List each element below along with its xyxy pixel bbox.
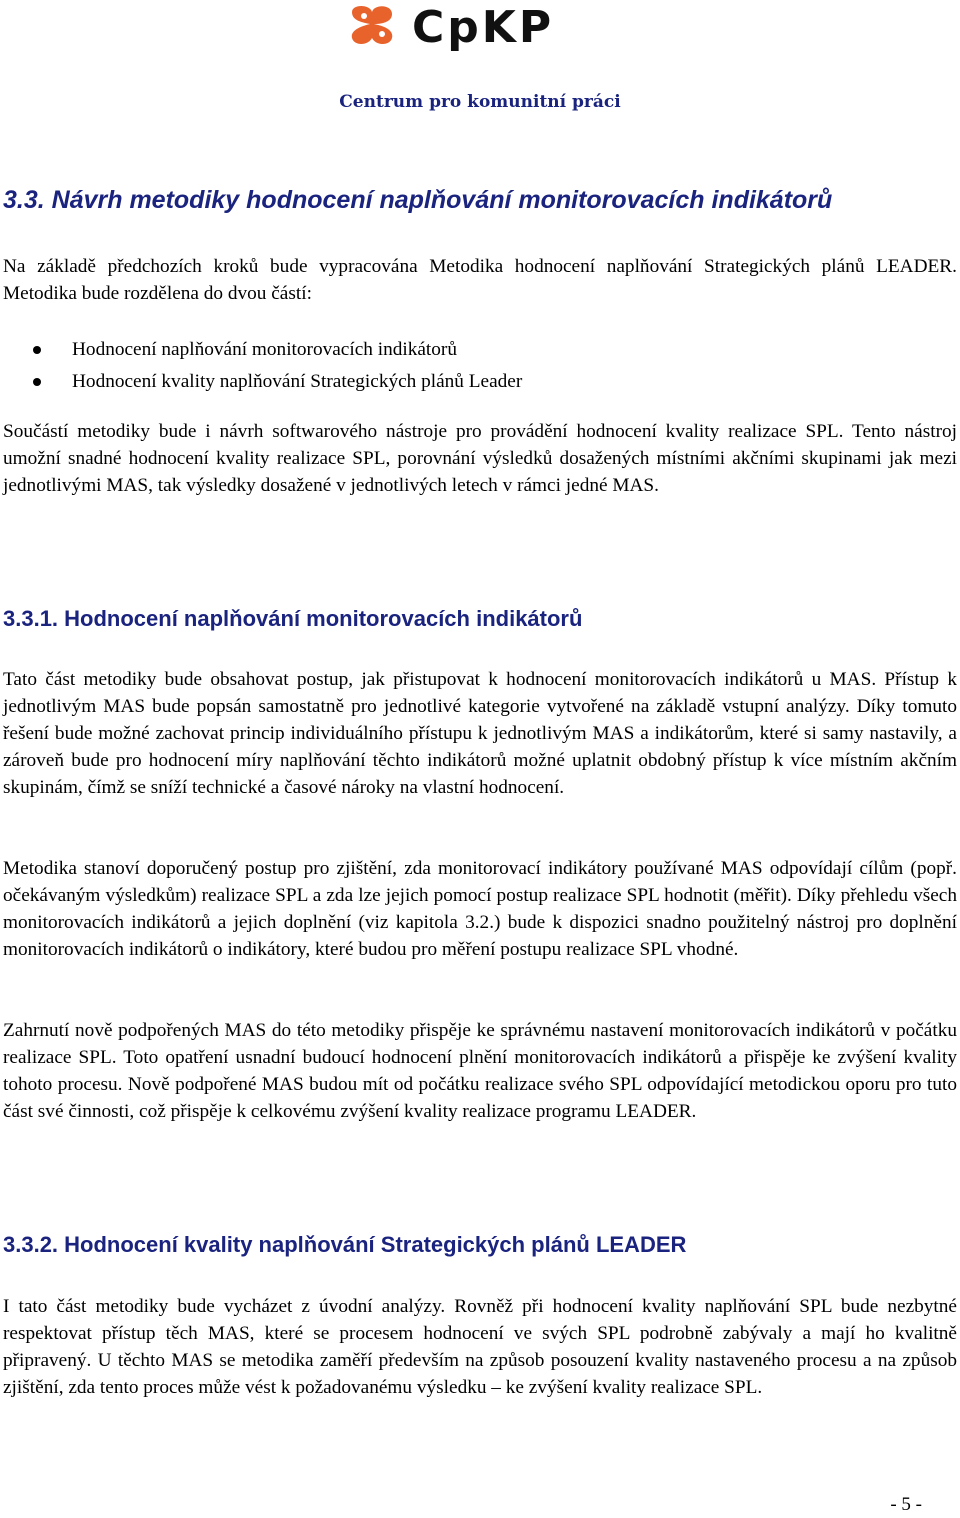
subsection-1-paragraph-3: Zahrnutí nově podpořených MAS do této metodiky přispěje ke správnému nastavení monitorovacích indikátorů v počátku realizace SPL. Toto opatření usnadní budoucí hodnocení plnění monitorovacích indikátorů a přispěje ke zvýšení kvality tohoto procesu. Nově podpořené MAS budou mít od počátku realizace svého SPL odpovídající metodickou oporu pro tuto část své činnosti, což přispěje k celkovému zvýšení kvality realizace programu LEADER. <box>3 1020 957 1122</box>
logo-wordmark: CpKP <box>412 2 555 53</box>
section-title: 3.3. Návrh metodiky hodnocení naplňování monitorovacích indikátorů <box>3 186 833 214</box>
list-item: Hodnocení kvality naplňování Strategických plánů Leader <box>0 366 522 398</box>
subsection-1-paragraph-2: Metodika stanoví doporučený postup pro zjištění, zda monitorovací indikátory používané MAS odpovídají cílům (popř. očekávaným výsledkům) realizace SPL a zda lze jejich pomocí postup realizace SPL hodnotit (měřit). Díky přehledu všech monitorovacích indikátorů a jejich doplnění (viz kapitola 3.2.) bude k dispozici snadno použitelný nástroj pro doplnění monitorovacích indikátorů o indikátory, které budou pro měření postupu realizace SPL vhodné. <box>3 858 957 960</box>
subsection-2-title: 3.3.2. Hodnocení kvality naplňování Strategických plánů LEADER <box>3 1232 687 1257</box>
bullet-icon <box>33 378 41 386</box>
section-intro: Na základě předchozích kroků bude vypracována Metodika hodnocení naplňování Strategických plánů LEADER. Metodika bude rozdělena do dvou částí: <box>3 256 957 304</box>
bullet-icon <box>33 346 41 354</box>
subsection-2-paragraph-1: I tato část metodiky bude vycházet z úvodní analýzy. Rovněž při hodnocení kvality naplňování SPL bude nezbytné respektovat přístup těch MAS, které se procesem hodnocení ve svých SPL podrobně zabývaly a mají ho kvalitně připravený. U těchto MAS se metodika zaměří především na způsob posouzení kvality nastaveného procesu a na způsob zjištění, zda tento proces může vést k požadovanému výsledku – ke zvýšení kvality realizace SPL. <box>3 1296 957 1398</box>
list-item: Hodnocení naplňování monitorovacích indikátorů <box>0 334 522 366</box>
cpkp-logo-mark-icon <box>348 2 398 48</box>
cpkp-logo <box>348 0 618 56</box>
section-bullet-list <box>0 334 522 398</box>
section-paragraph: Součástí metodiky bude i návrh softwarového nástroje pro provádění hodnocení kvality realizace SPL. Tento nástroj umožní snadné hodnocení kvality realizace SPL, porovnání výsledků dosažených místními akčními skupinami jak mezi jednotlivými MAS, tak výsledky dosažené v jednotlivých letech v rámci jedné MAS. <box>3 421 957 496</box>
subsection-1-title: 3.3.1. Hodnocení naplňování monitorovacích indikátorů <box>3 606 583 631</box>
subsection-1-paragraph-1: Tato část metodiky bude obsahovat postup, jak přistupovat k hodnocení monitorovacích indikátorů u MAS. Přístup k jednotlivým MAS bude popsán samostatně pro jednotlivé kategorie vytvořené na základě vstupní analýzy. Díky tomuto řešení bude možné zachovat princip individuálního přístupu k jednotlivým MAS a indikátorům, které si samy nastavily, a zároveň bude pro hodnocení míry naplňování těchto indikátorů možné uplatnit obdobný přístup k více místním akčním skupinám, čímž se sníží technické a časové nároky na vlastní hodnocení. <box>3 669 957 798</box>
org-name: Centrum pro komunitní práci <box>339 92 621 112</box>
page-number: - 5 - <box>890 1494 922 1515</box>
